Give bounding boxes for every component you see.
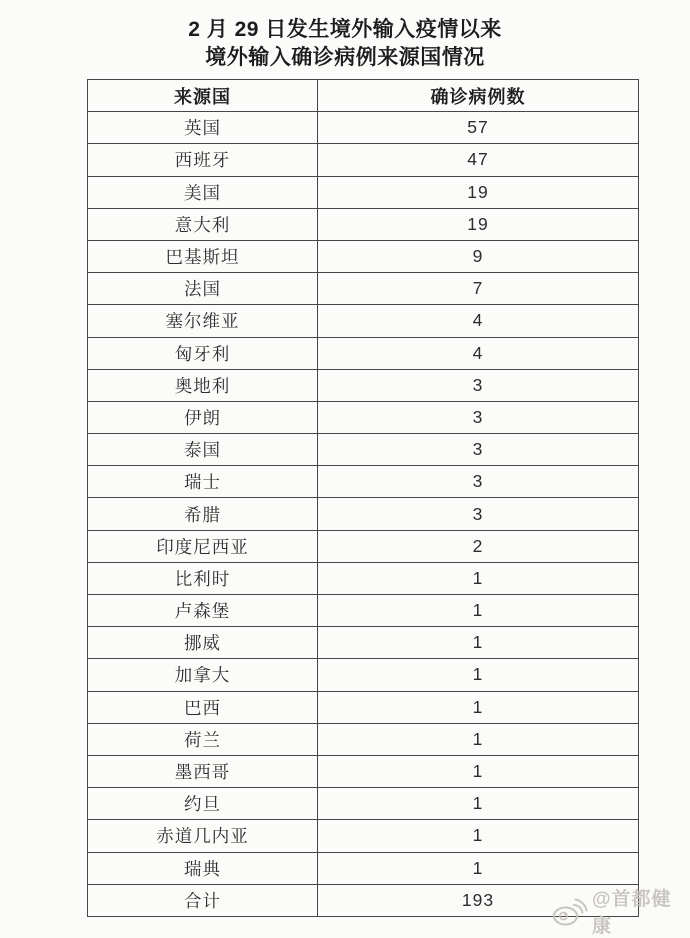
country-cell: 荷兰 [88, 723, 318, 755]
table-row [88, 788, 639, 820]
country-cell: 意大利 [88, 208, 318, 240]
table-row [88, 401, 639, 433]
country-cell: 美国 [88, 176, 318, 208]
country-cell: 泰国 [88, 434, 318, 466]
count-cell: 1 [318, 723, 639, 755]
count-cell: 1 [318, 627, 639, 659]
table-row [88, 337, 639, 369]
page-title [0, 16, 690, 72]
count-cell: 1 [318, 852, 639, 884]
table-row [88, 627, 639, 659]
count-cell: 3 [318, 434, 639, 466]
country-cell: 约旦 [88, 788, 318, 820]
count-cell: 19 [318, 176, 639, 208]
count-cell: 19 [318, 208, 639, 240]
country-cell: 加拿大 [88, 659, 318, 691]
country-cell: 瑞士 [88, 466, 318, 498]
table-row [88, 852, 639, 884]
count-cell: 1 [318, 820, 639, 852]
country-cell: 挪威 [88, 627, 318, 659]
count-cell: 193 [318, 884, 639, 916]
count-cell: 9 [318, 240, 639, 272]
title-line-2: 境外输入确诊病例来源国情况 [205, 46, 485, 69]
country-cell: 巴基斯坦 [88, 240, 318, 272]
header-row [88, 80, 639, 112]
count-cell: 7 [318, 273, 639, 305]
table-body [88, 112, 639, 917]
country-cell: 匈牙利 [88, 337, 318, 369]
table-row [88, 112, 639, 144]
country-cell: 法国 [88, 273, 318, 305]
count-cell: 1 [318, 562, 639, 594]
count-cell: 4 [318, 337, 639, 369]
country-cell: 印度尼西亚 [88, 530, 318, 562]
count-cell: 3 [318, 369, 639, 401]
table-row [88, 434, 639, 466]
column-header-country: 来源国 [88, 80, 318, 112]
country-cell: 赤道几内亚 [88, 820, 318, 852]
table-row [88, 530, 639, 562]
country-cell: 卢森堡 [88, 595, 318, 627]
count-cell: 3 [318, 466, 639, 498]
country-cell: 西班牙 [88, 144, 318, 176]
table-row [88, 659, 639, 691]
count-cell: 1 [318, 595, 639, 627]
table-row [88, 691, 639, 723]
country-cell: 比利时 [88, 562, 318, 594]
count-cell: 57 [318, 112, 639, 144]
table-row [88, 723, 639, 755]
country-cell: 伊朗 [88, 401, 318, 433]
count-cell: 4 [318, 305, 639, 337]
table-row [88, 884, 639, 916]
table-row [88, 369, 639, 401]
count-cell: 3 [318, 498, 639, 530]
table-row [88, 240, 639, 272]
table-row [88, 820, 639, 852]
title-line-1: 2 月 29 日发生境外输入疫情以来 [188, 18, 502, 41]
count-cell: 47 [318, 144, 639, 176]
watermark-handle: @首都健康 [592, 889, 672, 937]
country-cell: 合计 [88, 884, 318, 916]
country-cell: 塞尔维亚 [88, 305, 318, 337]
table-row [88, 273, 639, 305]
country-cell: 巴西 [88, 691, 318, 723]
country-cell: 奥地利 [88, 369, 318, 401]
table-row [88, 755, 639, 787]
table-row [88, 144, 639, 176]
table-row [88, 208, 639, 240]
country-cell: 希腊 [88, 498, 318, 530]
count-cell: 1 [318, 788, 639, 820]
country-cell: 英国 [88, 112, 318, 144]
count-cell: 1 [318, 755, 639, 787]
count-cell: 1 [318, 659, 639, 691]
cases-table [87, 79, 639, 917]
column-header-count: 确诊病例数 [318, 80, 639, 112]
table-row [88, 595, 639, 627]
country-cell: 瑞典 [88, 852, 318, 884]
table-row [88, 466, 639, 498]
table-row [88, 176, 639, 208]
country-cell: 墨西哥 [88, 755, 318, 787]
count-cell: 1 [318, 691, 639, 723]
table-row [88, 305, 639, 337]
count-cell: 3 [318, 401, 639, 433]
table-row [88, 498, 639, 530]
table-row [88, 562, 639, 594]
count-cell: 2 [318, 530, 639, 562]
